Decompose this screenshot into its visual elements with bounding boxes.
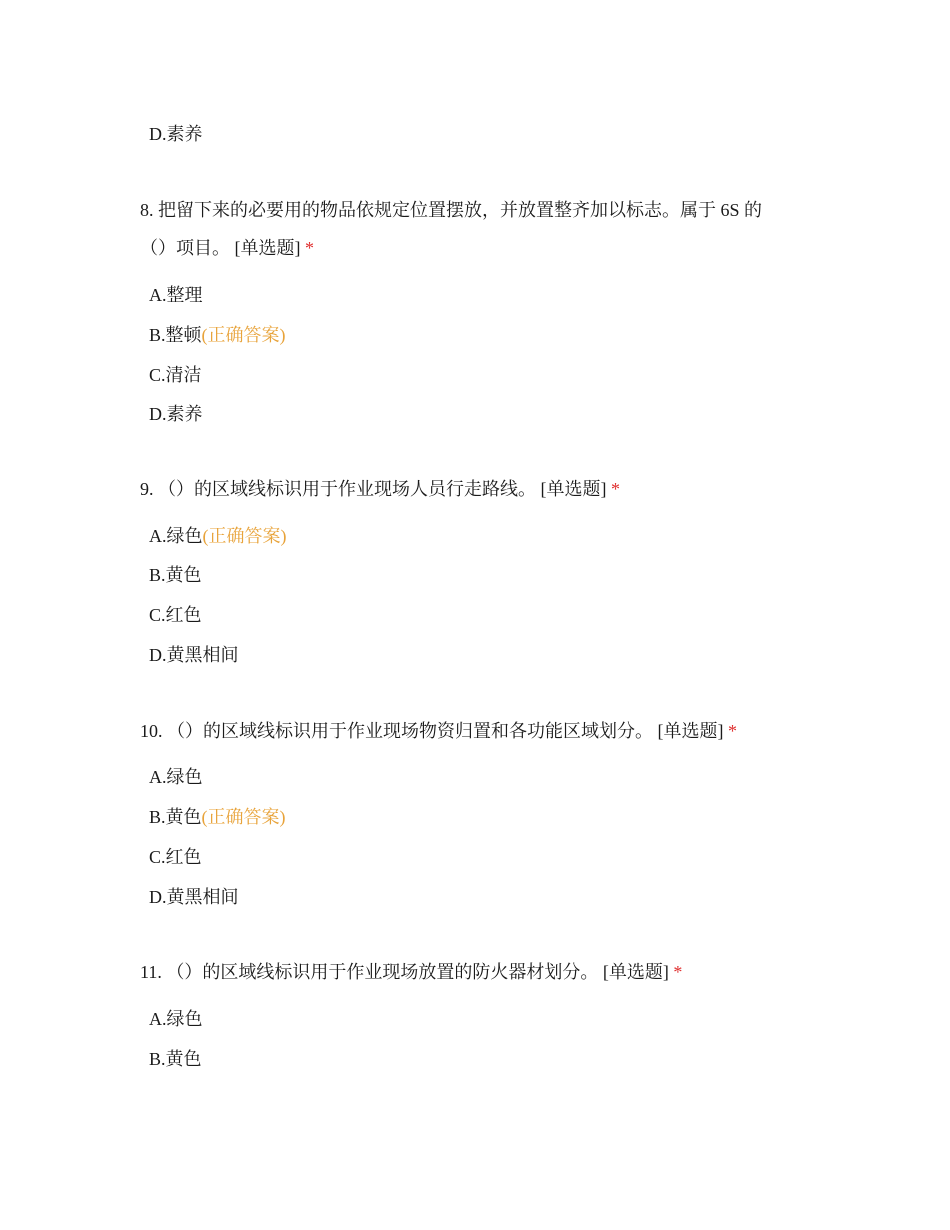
required-star: * <box>611 479 620 499</box>
question-8-text: （）项目。 <box>140 238 230 258</box>
q9-option-b <box>149 563 202 587</box>
correct-answer-label: (正确答案) <box>202 526 287 546</box>
option-label: A.绿色 <box>149 767 203 787</box>
question-10-text: 10. （）的区域线标识用于作业现场物资归置和各功能区域划分。 <box>140 721 653 741</box>
option-label: A.整理 <box>149 285 203 305</box>
q8-option-b <box>149 323 286 347</box>
question-type-tag: [单选题] <box>234 238 301 258</box>
q11-option-a <box>149 1007 203 1031</box>
required-star: * <box>673 962 683 982</box>
question-9-title <box>140 470 800 508</box>
q11-option-b <box>149 1047 202 1071</box>
question-9-text: 9. （）的区域线标识用于作业现场人员行走路线。 <box>140 479 536 499</box>
question-11-title <box>140 953 800 991</box>
option-label: C.红色 <box>149 847 202 867</box>
required-star: * <box>305 238 314 258</box>
question-type-tag: [单选题] <box>602 962 669 982</box>
correct-answer-label: (正确答案) <box>201 325 286 345</box>
option-label: A.绿色 <box>149 1009 203 1029</box>
q8-option-c <box>149 363 202 387</box>
question-8-line-2 <box>140 229 800 267</box>
q9-option-c <box>149 603 202 627</box>
option-label: D.黄黑相间 <box>149 645 239 665</box>
q9-option-a <box>149 524 287 548</box>
option-label: C.清洁 <box>149 365 202 385</box>
question-type-tag: [单选题] <box>540 479 607 499</box>
option-label: D.黄黑相间 <box>149 887 239 907</box>
option-label: B.黄色 <box>149 807 202 827</box>
option-label: A.绿色 <box>149 526 203 546</box>
option-label: C.红色 <box>149 605 202 625</box>
question-10-title <box>140 712 800 750</box>
q8-option-d <box>149 402 203 426</box>
required-star: * <box>728 721 737 741</box>
question-8-line-1: 8. 把留下来的必要用的物品依规定位置摆放，并放置整齐加以标志。属于 6S 的 <box>140 200 763 220</box>
question-8-title <box>140 191 800 267</box>
option-label: D.素养 <box>149 124 203 144</box>
q9-option-d <box>149 643 239 667</box>
option-label: D.素养 <box>149 404 203 424</box>
q10-option-c <box>149 845 202 869</box>
question-type-tag: [单选题] <box>657 721 724 741</box>
q10-option-b <box>149 805 286 829</box>
option-label: B.黄色 <box>149 1049 202 1069</box>
q10-option-a <box>149 765 203 789</box>
option-label: B.黄色 <box>149 565 202 585</box>
correct-answer-label: (正确答案) <box>201 807 286 827</box>
q7-option-d <box>149 122 203 146</box>
q8-option-a <box>149 283 203 307</box>
question-11-text: 11. （）的区域线标识用于作业现场放置的防火器材划分。 <box>140 962 599 982</box>
q10-option-d <box>149 885 239 909</box>
option-label: B.整顿 <box>149 325 202 345</box>
